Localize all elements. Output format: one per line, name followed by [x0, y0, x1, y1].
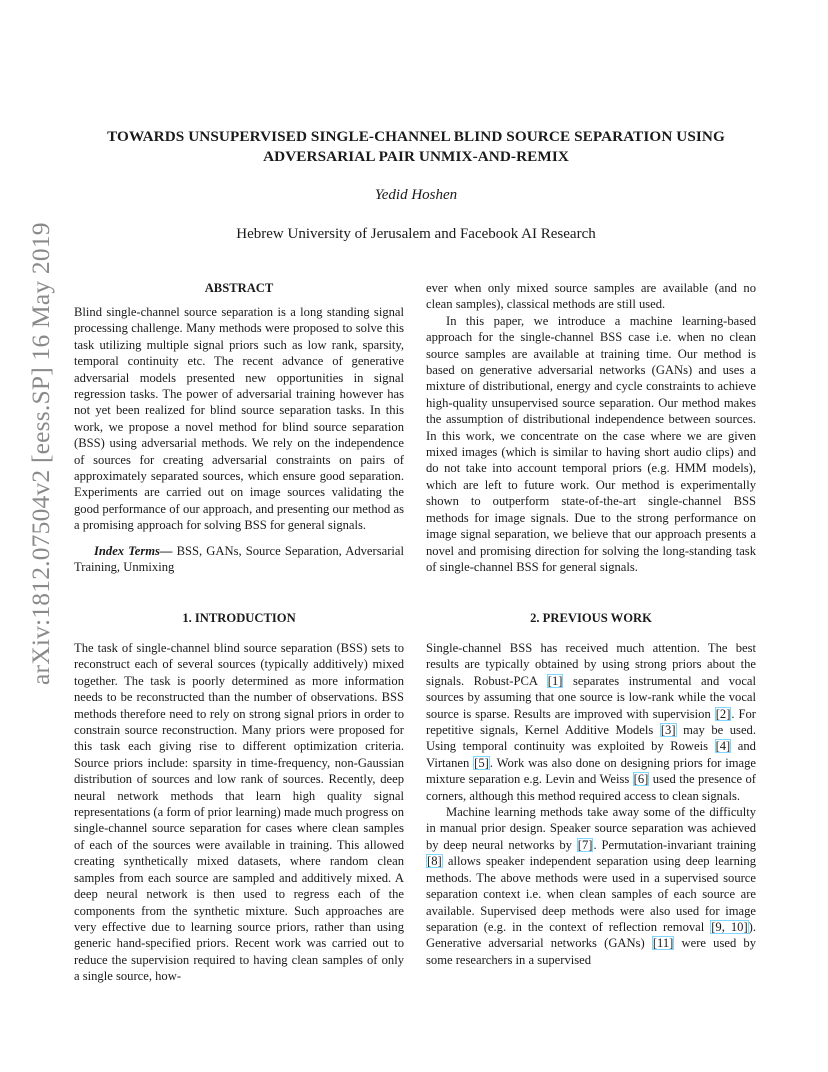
- section-heading-previous-work: 2. PREVIOUS WORK: [530, 611, 652, 625]
- citation-link[interactable]: [9, 10]: [711, 919, 748, 934]
- citation-link[interactable]: [6]: [633, 772, 649, 787]
- citation-link[interactable]: [7]: [577, 837, 593, 852]
- arxiv-identifier-stamp: arXiv:1812.07504v2 [eess.SP] 16 May 2019: [26, 222, 55, 685]
- citation-link[interactable]: [1]: [547, 673, 563, 688]
- text-run: . Work was also done on designing priors for image mixture separation e.g. Levin and Weiss: [426, 755, 756, 787]
- introduction-paragraph-2: In this paper, we introduce a machine learning-based approach for the single-channel BSS case i.e. when no clean source samples are available at training time. Our method is based on generative adversarial networks (GANs) and uses a mixture of distributional, energy and cycle constraints to achieve high-quality unsupervised source separation. Our method makes the assumption of distributional independence between sources. In this work, we concentrate on the case where we are given mixed images (which is similar to having short audio clips) and do not take into account temporal priors (e.g. HMM models), which are left to future work. Our method is experimentally shown to outperform state-of-the-art single-channel BSS methods for image signals. Due to the strong performance on image signal separation, we believe that our approach presents a novel and promising direction for solving the long-standing task of single-channel BSS for general signals.: [426, 313, 756, 574]
- text-run: separates instrumental and vocal sources by assuming that one source is low-rank while the vocal source is sparse. Results are improved with supervision: [426, 673, 756, 721]
- previous-work-block: [426, 640, 756, 968]
- citation-link[interactable]: [3]: [660, 723, 676, 738]
- index-terms-label: Index Terms—: [94, 543, 173, 558]
- introduction-continuation-block: [426, 280, 756, 575]
- author-name: Yedid Hoshen: [374, 187, 458, 203]
- text-run: ). Generative adversarial networks (GANs): [426, 919, 756, 951]
- citation-link[interactable]: [11]: [652, 936, 674, 951]
- section-heading-introduction: 1. INTRODUCTION: [182, 611, 296, 625]
- index-terms-list: BSS, GANs, Source Separation, Adversarial Training, Unmixing: [74, 543, 404, 575]
- previous-work-paragraph-1: [426, 640, 756, 804]
- previous-work-paragraph-2: [426, 804, 756, 968]
- text-run: used the presence of corners, although this method required access to clean signals.: [426, 772, 756, 803]
- text-run: Single-channel BSS has received much attention. The best results are typically obtained by using strong priors about the signals. Robust-PCA: [426, 641, 756, 688]
- text-run: . Permutation-invariant training: [593, 837, 756, 852]
- abstract-text: Blind single-channel source separation is a long standing signal processing challenge. Many methods were proposed to solve this task utilizing multiple signal priors such as low rank, sparsity, temporal continuity etc. The recent advance of generative adversarial models presented new opportunities in signal regression tasks. The power of adversarial training however has not yet been realized for blind source separation tasks. In this work, we propose a novel method for blind source separation (BSS) using adversarial methods. We rely on the independence of sources for creating adversarial constraints on pairs of approximately separated sources, which ensure good separation. Experiments are carried out on image sources validating the good performance of our approach, and presenting our method as a promising approach for solving BSS for general signals.: [74, 305, 404, 533]
- abstract-block: [74, 304, 404, 576]
- text-run: . For repetitive signals, Kernel Additive Models: [426, 706, 756, 738]
- citation-link[interactable]: [5]: [474, 755, 489, 770]
- affiliation: Hebrew University of Jerusalem and Facebook AI Research: [236, 226, 596, 242]
- text-run: Machine learning methods take away some of the difficulty in manual prior design. Speaker source separation was achieved by deep neural networks by: [426, 805, 756, 852]
- paper-title: TOWARDS UNSUPERVISED SINGLE-CHANNEL BLIND SOURCE SEPARATION USING ADVERSARIAL PAIR UNMIX-AND-REMIX: [107, 128, 725, 165]
- abstract-heading: ABSTRACT: [204, 281, 274, 295]
- text-run: were used by some researchers in a supervised: [426, 936, 756, 967]
- citation-link[interactable]: [2]: [715, 706, 731, 721]
- text-run: and Virtanen: [426, 739, 756, 770]
- introduction-continuation-text: ever when only mixed source samples are available (and no clean samples), classical methods are still used.: [426, 281, 756, 312]
- citation-link[interactable]: [4]: [715, 739, 731, 754]
- index-terms: [74, 543, 404, 576]
- text-run: may be used. Using temporal continuity was exploited by Roweis: [426, 723, 756, 754]
- citation-link[interactable]: [8]: [427, 854, 442, 869]
- introduction-block: [74, 640, 404, 985]
- text-run: allows speaker independent separation using deep learning methods. The above methods were used in a supervised source separation context i.e. when clean samples of each source are available. Supervised deep methods were also used for image separation (e.g. in the context of reflection removal: [426, 854, 756, 934]
- introduction-text: The task of single-channel blind source separation (BSS) sets to reconstruct each of several sources (typically additively) mixed together. The task is poorly determined as more information needs to be reconstructed than the number of observations. BSS methods therefore need to rely on strong signal priors in order to constrain source reconstruction. Many priors were proposed for this task each giving rise to different optimization criteria. Source priors include: sparsity in time-frequency, non-Gaussian distribution of sources and low rank of sources. Recently, deep neural network methods that learn high quality signal representations (a form of prior learning) made much progress on single-channel source separation for cases where clean samples of each of the sources were available in training. This allowed creating synthetically mixed datasets, where random clean samples from each source are sampled and additively mixed. A deep neural network is then used to regress each of the components from the synthetic mixture. Such approaches are very effective due to learning source priors, rather than using generic hand-specified priors. Recent work was carried out to reduce the supervision required to having clean samples of only a single source, how-: [74, 641, 404, 984]
